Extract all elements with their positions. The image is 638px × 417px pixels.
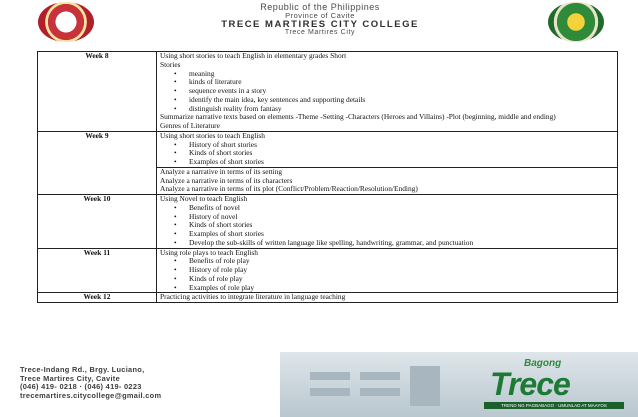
bullet-item	[160, 257, 614, 266]
content-line: Using short stories to teach English	[160, 131, 265, 140]
bullet-icon: •	[174, 283, 177, 292]
week-content	[157, 195, 618, 249]
week-label: Week 11	[38, 248, 157, 293]
college-seal-logo	[38, 2, 94, 42]
bullet-item	[160, 158, 614, 167]
bullet-item	[160, 275, 614, 284]
content-line: Stories	[160, 60, 181, 69]
bullet-item	[160, 105, 614, 114]
week-row	[38, 131, 618, 167]
bullet-text: Kinds of short stories	[189, 149, 253, 158]
week-content	[157, 131, 618, 167]
bullet-item	[160, 204, 614, 213]
bullet-item	[160, 266, 614, 275]
bullet-item	[160, 87, 614, 96]
bullet-item	[160, 78, 614, 87]
bullet-item	[160, 239, 614, 248]
header-republic: Republic of the Philippines	[260, 2, 380, 12]
page-header	[0, 0, 638, 46]
bullet-item	[160, 70, 614, 79]
bullet-text: Develop the sub-skills of written language like spelling, handwriting, grammar, and punctuation	[189, 238, 474, 247]
curriculum-table	[37, 51, 618, 303]
header-text	[180, 3, 460, 36]
bullet-item	[160, 141, 614, 150]
brand-main-text: Trece	[490, 366, 570, 402]
bullet-item	[160, 221, 614, 230]
address-line: trecemartires.citycollege@gmail.com	[20, 390, 162, 400]
header-college-name: TRECE MARTIRES CITY COLLEGE	[221, 18, 419, 30]
bullet-icon: •	[174, 274, 177, 283]
week-row	[38, 248, 618, 293]
bullet-item	[160, 230, 614, 239]
bagong-trece-logo	[476, 358, 626, 410]
address-line: (046) 419- 0218 · (046) 419- 0223	[20, 382, 142, 392]
header-city: Trece Martires City	[284, 29, 356, 36]
week-label: Week 10	[38, 195, 157, 249]
bullet-text: History of short stories	[189, 140, 257, 149]
content-line: Analyze a narrative in terms of its characters	[160, 176, 293, 185]
header-province: Province of Cavite	[285, 11, 355, 20]
address-line: Trece Martires City, Cavite	[20, 373, 120, 383]
bullet-item	[160, 149, 614, 158]
content-line: Using short stories to teach English in elementary grades Short	[160, 52, 347, 60]
bullet-text: Examples of short stories	[189, 230, 264, 238]
content-line: Using Novel to teach English	[160, 195, 248, 203]
week-content	[157, 293, 618, 303]
bullet-item	[160, 96, 614, 105]
week-label: Week 8	[38, 52, 157, 132]
content-line: Analyze a narrative in terms of its plot (Conflict/Problem/Reaction/Resolution/Ending)	[160, 185, 418, 194]
content-line: Summarize narrative texts based on elements -Theme -Setting -Characters (Heroes and Villains) -Plot (beginning, middle and ending)	[160, 113, 556, 122]
bullet-text: Benefits of novel	[189, 203, 240, 212]
bullet-icon: •	[174, 266, 177, 274]
content-line: Using role plays to teach English	[160, 248, 258, 257]
bullet-text: Examples of role play	[189, 283, 255, 292]
week-label: Week 12	[38, 293, 157, 303]
bullet-icon: •	[174, 238, 177, 247]
bullet-item	[160, 284, 614, 293]
bullet-text: distinguish reality from fantasy	[189, 104, 282, 113]
week-row	[38, 52, 618, 132]
bullet-icon: •	[174, 212, 177, 221]
bullet-icon: •	[174, 158, 177, 166]
bullet-icon: •	[174, 78, 177, 87]
brand-sub-text: Bagong	[524, 358, 562, 369]
week-content	[157, 52, 618, 132]
content-line: Practicing activities to integrate literature in language teaching	[160, 293, 346, 302]
bullet-icon: •	[174, 221, 177, 230]
bullet-item	[160, 213, 614, 222]
bullet-text: Kinds of role play	[189, 274, 243, 283]
week-content	[157, 167, 618, 194]
bullet-text: History of novel	[189, 212, 238, 221]
bullet-text: identify the main idea, key sentences and supporting details	[189, 95, 366, 104]
college-address	[20, 366, 161, 400]
bullet-text: Benefits of role play	[189, 257, 250, 266]
bullet-icon: •	[174, 69, 177, 78]
bullet-text: History of role play	[189, 266, 248, 274]
bullet-text: sequence events in a story	[189, 87, 267, 95]
bullet-icon: •	[174, 87, 177, 95]
page-footer	[0, 352, 638, 417]
bullet-icon: •	[174, 257, 177, 266]
bullet-icon: •	[174, 104, 177, 113]
bullet-text: kinds of literature	[189, 78, 242, 87]
bullet-icon: •	[174, 95, 177, 104]
address-line: Trece-Indang Rd., Brgy. Luciano,	[20, 365, 145, 374]
week-label: Week 9	[38, 131, 157, 194]
bullet-text: Examples of short stories	[189, 158, 264, 166]
bullet-icon: •	[174, 149, 177, 158]
week-row	[38, 195, 618, 249]
content-line: Genres of Literature	[160, 122, 220, 130]
bullet-text: meaning	[189, 69, 215, 78]
content-line: Analyze a narrative in terms of its setting	[160, 167, 283, 176]
bullet-icon: •	[174, 140, 177, 149]
week-row	[38, 293, 618, 303]
city-seal-logo	[548, 2, 604, 42]
week-content	[157, 248, 618, 293]
bullet-text: Kinds of short stories	[189, 221, 253, 230]
brand-tagline: TREND NG PAGBABAGO · UMUNLAD AT MAAYOS	[484, 402, 624, 409]
bullet-icon: •	[174, 230, 177, 238]
bullet-icon: •	[174, 203, 177, 212]
